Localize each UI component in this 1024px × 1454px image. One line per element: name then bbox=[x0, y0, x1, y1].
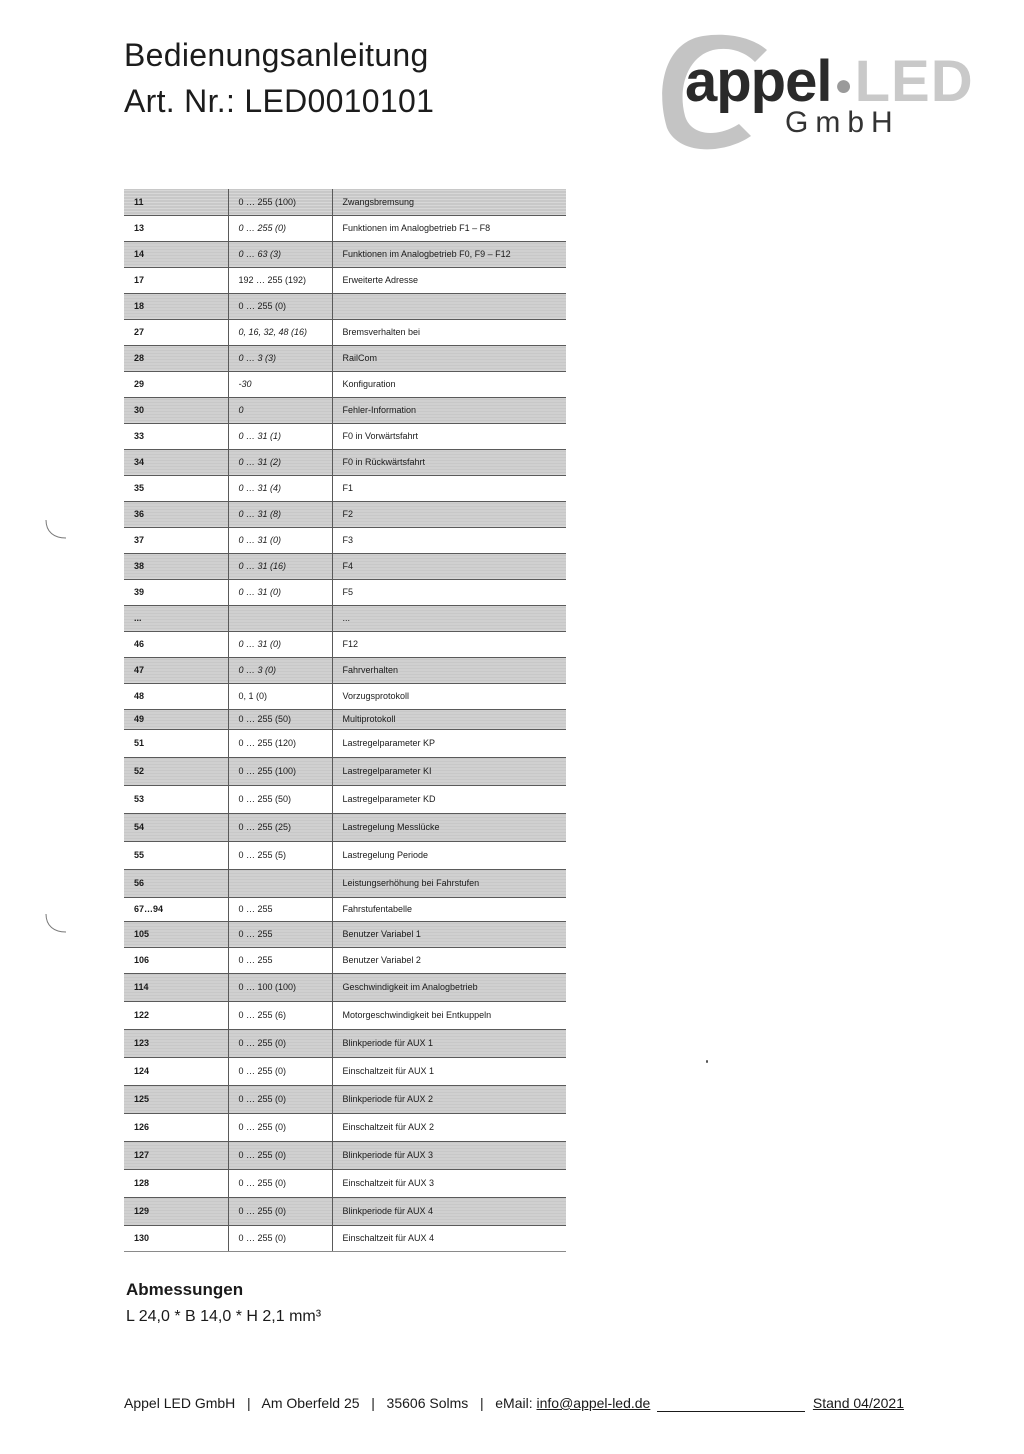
cv-description-cell: Lastregelung Messlücke bbox=[332, 813, 566, 841]
cv-row bbox=[124, 579, 566, 605]
cv-description-cell: Funktionen im Analogbetrieb F0, F9 – F12 bbox=[332, 241, 566, 267]
cv-description-cell: Erweiterte Adresse bbox=[332, 267, 566, 293]
cv-number-cell: 36 bbox=[124, 501, 228, 527]
cv-description-cell: Benutzer Variabel 1 bbox=[332, 921, 566, 947]
cv-description-cell: Multiprotokoll bbox=[332, 709, 566, 729]
cv-description-cell: Lastregelparameter KP bbox=[332, 729, 566, 757]
cv-description-cell: F0 in Vorwärtsfahrt bbox=[332, 423, 566, 449]
cv-row bbox=[124, 729, 566, 757]
cv-range-cell bbox=[228, 605, 332, 631]
cv-row bbox=[124, 1057, 566, 1085]
footer-separator: | bbox=[371, 1395, 375, 1411]
cv-range-cell: 0 … 31 (8) bbox=[228, 501, 332, 527]
cv-number-cell: 49 bbox=[124, 709, 228, 729]
footer-contact bbox=[124, 1395, 650, 1411]
logo-brand-suffix: LED bbox=[854, 49, 974, 114]
cv-row bbox=[124, 319, 566, 345]
cv-row bbox=[124, 1197, 566, 1225]
cv-number-cell: 27 bbox=[124, 319, 228, 345]
cv-row bbox=[124, 921, 566, 947]
cv-number-cell: 125 bbox=[124, 1085, 228, 1113]
cv-number-cell: 52 bbox=[124, 757, 228, 785]
cv-range-cell bbox=[228, 869, 332, 897]
cv-number-cell: 30 bbox=[124, 397, 228, 423]
cv-row bbox=[124, 423, 566, 449]
cv-description-cell: F5 bbox=[332, 579, 566, 605]
cv-number-cell: 14 bbox=[124, 241, 228, 267]
cv-range-cell: 0 … 31 (1) bbox=[228, 423, 332, 449]
logo-subline: GmbH bbox=[785, 106, 900, 139]
cv-number-cell: 53 bbox=[124, 785, 228, 813]
cv-row bbox=[124, 241, 566, 267]
cv-number-cell: 127 bbox=[124, 1141, 228, 1169]
punch-hole-mark-icon bbox=[40, 912, 70, 936]
cv-description-cell: Funktionen im Analogbetrieb F1 – F8 bbox=[332, 215, 566, 241]
cv-number-cell: 67…94 bbox=[124, 897, 228, 921]
cv-number-cell: 105 bbox=[124, 921, 228, 947]
cv-range-cell: 0 … 31 (0) bbox=[228, 527, 332, 553]
cv-description-cell: Einschaltzeit für AUX 1 bbox=[332, 1057, 566, 1085]
cv-row bbox=[124, 973, 566, 1001]
cv-row bbox=[124, 683, 566, 709]
cv-number-cell: 34 bbox=[124, 449, 228, 475]
cv-number-cell: 17 bbox=[124, 267, 228, 293]
cv-row bbox=[124, 371, 566, 397]
cv-number-cell: 123 bbox=[124, 1029, 228, 1057]
cv-number-cell: 11 bbox=[124, 189, 228, 215]
cv-row bbox=[124, 841, 566, 869]
cv-range-cell: 0 … 63 (3) bbox=[228, 241, 332, 267]
cv-description-cell: F1 bbox=[332, 475, 566, 501]
footer-separator: | bbox=[246, 1395, 251, 1411]
cv-description-cell: Blinkperiode für AUX 4 bbox=[332, 1197, 566, 1225]
cv-number-cell: ... bbox=[124, 605, 228, 631]
cv-range-cell: 0 … 3 (3) bbox=[228, 345, 332, 371]
cv-description-cell: Lastregelung Periode bbox=[332, 841, 566, 869]
cv-number-cell: 48 bbox=[124, 683, 228, 709]
cv-range-cell: 0 … 255 (0) bbox=[228, 1141, 332, 1169]
cv-description-cell: ... bbox=[332, 605, 566, 631]
cv-number-cell: 124 bbox=[124, 1057, 228, 1085]
cv-description-cell: F4 bbox=[332, 553, 566, 579]
cv-description-cell: Einschaltzeit für AUX 2 bbox=[332, 1113, 566, 1141]
cv-description-cell: Vorzugsprotokoll bbox=[332, 683, 566, 709]
cv-description-cell: Blinkperiode für AUX 2 bbox=[332, 1085, 566, 1113]
cv-number-cell: 29 bbox=[124, 371, 228, 397]
cv-range-cell: 0 … 255 (0) bbox=[228, 215, 332, 241]
cv-range-cell: 0 … 100 (100) bbox=[228, 973, 332, 1001]
cv-row bbox=[124, 1001, 566, 1029]
cv-description-cell: Konfiguration bbox=[332, 371, 566, 397]
cv-number-cell: 128 bbox=[124, 1169, 228, 1197]
cv-description-cell: Fahrverhalten bbox=[332, 657, 566, 683]
cv-range-cell: 0, 1 (0) bbox=[228, 683, 332, 709]
punch-hole-mark-icon bbox=[40, 518, 70, 542]
cv-row bbox=[124, 475, 566, 501]
cv-range-cell: 0 … 255 (0) bbox=[228, 293, 332, 319]
cv-description-cell: F12 bbox=[332, 631, 566, 657]
cv-range-cell: 0 … 255 (0) bbox=[228, 1197, 332, 1225]
cv-description-cell: F3 bbox=[332, 527, 566, 553]
cv-number-cell: 33 bbox=[124, 423, 228, 449]
footer-separator: | bbox=[479, 1395, 484, 1411]
cv-number-cell: 39 bbox=[124, 579, 228, 605]
cv-row bbox=[124, 397, 566, 423]
cv-number-cell: 37 bbox=[124, 527, 228, 553]
title-line-1: Bedienungsanleitung bbox=[124, 37, 429, 73]
cv-number-cell: 129 bbox=[124, 1197, 228, 1225]
cv-range-cell: 0 … 255 (0) bbox=[228, 1029, 332, 1057]
cv-range-cell: 0 … 255 (5) bbox=[228, 841, 332, 869]
footer-company: Appel LED GmbH bbox=[124, 1395, 236, 1411]
cv-number-cell: 56 bbox=[124, 869, 228, 897]
cv-row bbox=[124, 267, 566, 293]
cv-description-cell bbox=[332, 293, 566, 319]
cv-row bbox=[124, 501, 566, 527]
cv-description-cell: F2 bbox=[332, 501, 566, 527]
cv-description-cell: Lastregelparameter KD bbox=[332, 785, 566, 813]
footer-email-link[interactable]: info@appel-led.de bbox=[536, 1395, 651, 1411]
cv-row bbox=[124, 345, 566, 371]
cv-row bbox=[124, 215, 566, 241]
cv-range-cell: 0 … 255 (100) bbox=[228, 757, 332, 785]
cv-row bbox=[124, 1029, 566, 1057]
cv-range-cell: 0 … 255 (120) bbox=[228, 729, 332, 757]
document-title bbox=[124, 32, 434, 124]
footer bbox=[124, 1395, 904, 1417]
cv-description-cell: RailCom bbox=[332, 345, 566, 371]
cv-row bbox=[124, 527, 566, 553]
cv-row bbox=[124, 1225, 566, 1251]
cv-range-cell: 0 … 255 (0) bbox=[228, 1113, 332, 1141]
cv-range-cell: 0 bbox=[228, 397, 332, 423]
cv-range-cell: 0 … 255 (100) bbox=[228, 189, 332, 215]
cv-row bbox=[124, 189, 566, 215]
dimensions-heading: Abmessungen bbox=[126, 1280, 244, 1299]
cv-row bbox=[124, 1169, 566, 1197]
cv-row bbox=[124, 1141, 566, 1169]
cv-description-cell: Zwangsbremsung bbox=[332, 189, 566, 215]
cv-row bbox=[124, 1085, 566, 1113]
cv-row bbox=[124, 869, 566, 897]
cv-range-cell: 192 … 255 (192) bbox=[228, 267, 332, 293]
cv-number-cell: 126 bbox=[124, 1113, 228, 1141]
cv-row bbox=[124, 631, 566, 657]
cv-number-cell: 13 bbox=[124, 215, 228, 241]
cv-number-cell: 106 bbox=[124, 947, 228, 973]
cv-row bbox=[124, 657, 566, 683]
cv-range-cell: 0 … 255 bbox=[228, 897, 332, 921]
cv-description-cell: Lastregelparameter KI bbox=[332, 757, 566, 785]
cv-range-cell: 0 … 31 (0) bbox=[228, 631, 332, 657]
title-line-2: Art. Nr.: LED0010101 bbox=[124, 83, 435, 119]
cv-row bbox=[124, 947, 566, 973]
cv-description-cell: Geschwindigkeit im Analogbetrieb bbox=[332, 973, 566, 1001]
cv-range-cell: 0 … 255 (0) bbox=[228, 1057, 332, 1085]
cv-table-body bbox=[124, 189, 566, 1251]
cv-table bbox=[124, 189, 566, 1252]
cv-number-cell: 28 bbox=[124, 345, 228, 371]
cv-range-cell: 0, 16, 32, 48 (16) bbox=[228, 319, 332, 345]
logo-brand-name: appel bbox=[685, 49, 832, 114]
cv-row bbox=[124, 709, 566, 729]
cv-number-cell: 18 bbox=[124, 293, 228, 319]
cv-number-cell: 47 bbox=[124, 657, 228, 683]
cv-description-cell: Benutzer Variabel 2 bbox=[332, 947, 566, 973]
company-logo bbox=[655, 28, 1000, 158]
cv-description-cell: Leistungserhöhung bei Fahrstufen bbox=[332, 869, 566, 897]
cv-description-cell: Blinkperiode für AUX 3 bbox=[332, 1141, 566, 1169]
cv-description-cell: Motorgeschwindigkeit bei Entkuppeln bbox=[332, 1001, 566, 1029]
cv-range-cell: 0 … 255 (0) bbox=[228, 1169, 332, 1197]
cv-range-cell: 0 … 255 (50) bbox=[228, 785, 332, 813]
cv-range-cell: 0 … 31 (16) bbox=[228, 553, 332, 579]
cv-number-cell: 54 bbox=[124, 813, 228, 841]
cv-range-cell: 0 … 255 (25) bbox=[228, 813, 332, 841]
cv-number-cell: 38 bbox=[124, 553, 228, 579]
cv-description-cell: Fahrstufentabelle bbox=[332, 897, 566, 921]
cv-number-cell: 51 bbox=[124, 729, 228, 757]
cv-row bbox=[124, 1113, 566, 1141]
cv-range-cell: 0 … 255 (0) bbox=[228, 1225, 332, 1251]
cv-number-cell: 130 bbox=[124, 1225, 228, 1251]
footer-rule bbox=[657, 1411, 805, 1412]
cv-row bbox=[124, 293, 566, 319]
cv-description-cell: Einschaltzeit für AUX 4 bbox=[332, 1225, 566, 1251]
cv-description-cell: F0 in Rückwärtsfahrt bbox=[332, 449, 566, 475]
cv-row bbox=[124, 553, 566, 579]
dimensions-value: L 24,0 * B 14,0 * H 2,1 mm³ bbox=[126, 1308, 322, 1325]
cv-range-cell: 0 … 31 (0) bbox=[228, 579, 332, 605]
cv-number-cell: 46 bbox=[124, 631, 228, 657]
cv-description-cell: Blinkperiode für AUX 1 bbox=[332, 1029, 566, 1057]
cv-range-cell: 0 … 255 bbox=[228, 947, 332, 973]
cv-row bbox=[124, 785, 566, 813]
footer-email-label: eMail: bbox=[495, 1395, 533, 1411]
cv-range-cell: 0 … 255 (6) bbox=[228, 1001, 332, 1029]
cv-range-cell: 0 … 31 (4) bbox=[228, 475, 332, 501]
cv-range-cell: 0 … 255 bbox=[228, 921, 332, 947]
cv-range-cell: 0 … 3 (0) bbox=[228, 657, 332, 683]
footer-address: Am Oberfeld 25 bbox=[261, 1395, 360, 1411]
scan-speck bbox=[706, 1060, 708, 1063]
cv-number-cell: 114 bbox=[124, 973, 228, 1001]
footer-stand: Stand 04/2021 bbox=[812, 1395, 904, 1411]
cv-range-cell: -30 bbox=[228, 371, 332, 397]
cv-description-cell: Einschaltzeit für AUX 3 bbox=[332, 1169, 566, 1197]
cv-row bbox=[124, 897, 566, 921]
cv-range-cell: 0 … 31 (2) bbox=[228, 449, 332, 475]
cv-row bbox=[124, 449, 566, 475]
logo-dot-icon: ● bbox=[834, 68, 852, 102]
cv-description-cell: Fehler-Information bbox=[332, 397, 566, 423]
cv-row bbox=[124, 813, 566, 841]
footer-city: 35606 Solms bbox=[386, 1395, 469, 1411]
cv-row bbox=[124, 605, 566, 631]
cv-range-cell: 0 … 255 (50) bbox=[228, 709, 332, 729]
cv-number-cell: 55 bbox=[124, 841, 228, 869]
cv-range-cell: 0 … 255 (0) bbox=[228, 1085, 332, 1113]
cv-description-cell: Bremsverhalten bei bbox=[332, 319, 566, 345]
cv-number-cell: 35 bbox=[124, 475, 228, 501]
cv-number-cell: 122 bbox=[124, 1001, 228, 1029]
cv-row bbox=[124, 757, 566, 785]
